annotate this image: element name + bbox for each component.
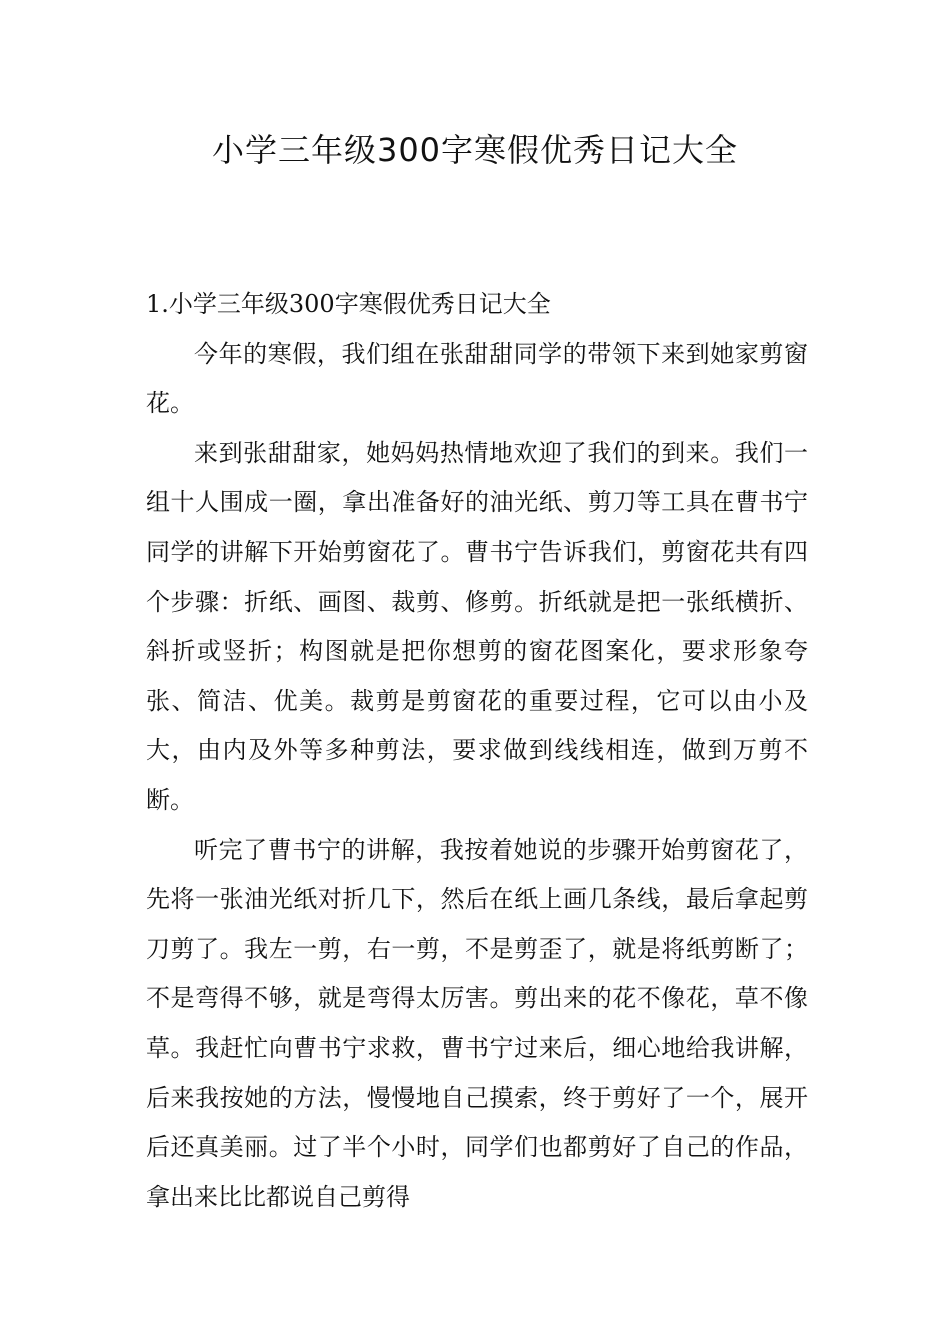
document-body [146,280,808,1222]
paragraph-3: 听完了曹书宁的讲解，我按着她说的步骤开始剪窗花了，先将一张油光纸对折几下，然后在纸上画几条线，最后拿起剪刀剪了。我左一剪，右一剪，不是剪歪了，就是将纸剪断了；不是弯得不够，就是弯得太厉害。剪出来的花不像花，草不像草。我赶忙向曹书宁求救，曹书宁过来后，细心地给我讲解，后来我按她的方法，慢慢地自己摸索，终于剪好了一个，展开后还真美丽。过了半个小时，同学们也都剪好了自己的作品，拿出来比比都说自己剪得 [146,835,808,1211]
paragraph-2: 来到张甜甜家，她妈妈热情地欢迎了我们的到来。我们一组十人围成一圈，拿出准备好的油光纸、剪刀等工具在曹书宁同学的讲解下开始剪窗花了。曹书宁告诉我们，剪窗花共有四个步骤：折纸、画图、裁剪、修剪。折纸就是把一张纸横折、斜折或竖折；构图就是把你想剪的窗花图案化，要求形象夸张、简洁、优美。裁剪是剪窗花的重要过程，它可以由小及大，由内及外等多种剪法，要求做到线线相连，做到万剪不断。 [146,438,808,814]
document-title: 小学三年级300字寒假优秀日记大全 [211,131,739,169]
section-heading: 1.小学三年级300字寒假优秀日记大全 [146,290,551,318]
paragraph-1: 今年的寒假，我们组在张甜甜同学的带领下来到她家剪窗花。 [146,339,808,418]
